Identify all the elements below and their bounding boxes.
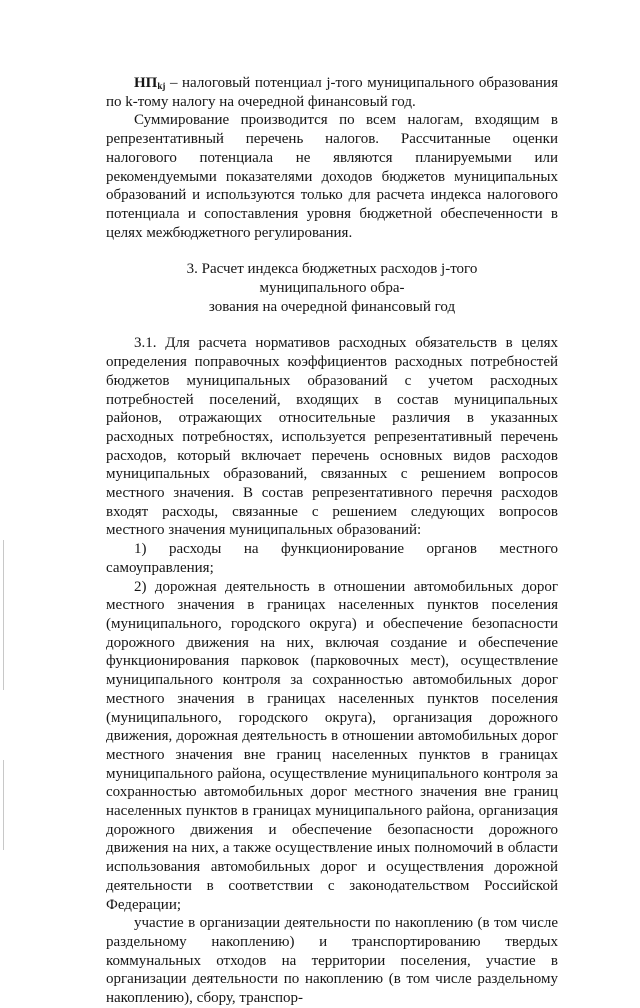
- definition-term-subscript: kj: [157, 81, 166, 91]
- summary-paragraph: Суммирование производится по всем налогам, входящим в репрезентативный перечень налогов. Рассчитанные оценки налогового потенциала не являются планируемыми или рекомендуемыми показателями доходов бюджетов муниципальных образований и используются только для расчета индекса налогового потенциала и сопоставления уровня бюджетной обеспеченности в целях межбюджетного регулирования.: [106, 112, 558, 241]
- paragraph-3-1: 3.1. Для расчета нормативов расходных обязательств в целях определения поправочных коэффициентов расходных потребностей бюджетов муниципальных образований с учетом расходных потребностей поселений, входящих в состав муниципальных районов, отражающих относительные различия в указанных расходных потребностях, используется репрезентативный перечень расходов, который включает перечень основных видов расходов муниципальных образований, связанных с решением вопросов местного значения. В состав репрезентативного перечня расходов входят расходы, связанные с решением следующих вопросов местного значения муниципальных образований:: [106, 335, 558, 539]
- section-heading-line-2: зования на очередной финансовый год: [208, 298, 456, 315]
- section-heading: [106, 260, 558, 316]
- definition-term: $НП_{kj}$: [134, 75, 166, 91]
- list-item-1: 1) расходы на функционирование органов местного самоуправления;: [106, 541, 558, 576]
- list-item-waste: участие в организации деятельности по накоплению (в том числе раздельному накоплению) и транспортированию твердых коммунальных отходов на территории поселения, участие в организации деятельности по накоплению (в том числе раздельному накоплению), сбору, транспор-: [106, 915, 558, 1007]
- scan-edge-mark: [3, 760, 4, 850]
- list-item-2: 2) дорожная деятельность в отношении автомобильных дорог местного значения в границах населенных пунктов поселения (муниципального, городского округа) и обеспечение безопасности дорожного движения на них, включая создание и обеспечение функционирования парковок (парковочных мест), осуществление муниципального контроля за сохранностью автомобильных дорог местного значения в границах населенных пунктов поселения (муниципального, городского округа), организация дорожного движения, дорожная деятельность в отношении автомобильных дорог местного значения вне границ населенных пунктов в границах муниципального района, осуществление муниципального контроля за сохранностью автомобильных дорог местного значения вне границ населенных пунктов в границах муниципального района, организация дорожного движения и обеспечение безопасности дорожного движения на них, а также осуществление иных полномочий в области использования автомобильных дорог и осуществления дорожной деятельности в соответствии с законодательством Российской Федерации;: [106, 578, 558, 913]
- definition-paragraph: [106, 74, 558, 111]
- document-page: [106, 74, 558, 1008]
- scan-edge-mark: [3, 540, 4, 690]
- section-heading-line-1: 3. Расчет индекса бюджетных расходов j-того муниципального обра-: [186, 261, 478, 297]
- definition-text: – налоговый потенциал j-того муниципального образования по k-тому налогу на очередной финансовый год.: [106, 75, 558, 110]
